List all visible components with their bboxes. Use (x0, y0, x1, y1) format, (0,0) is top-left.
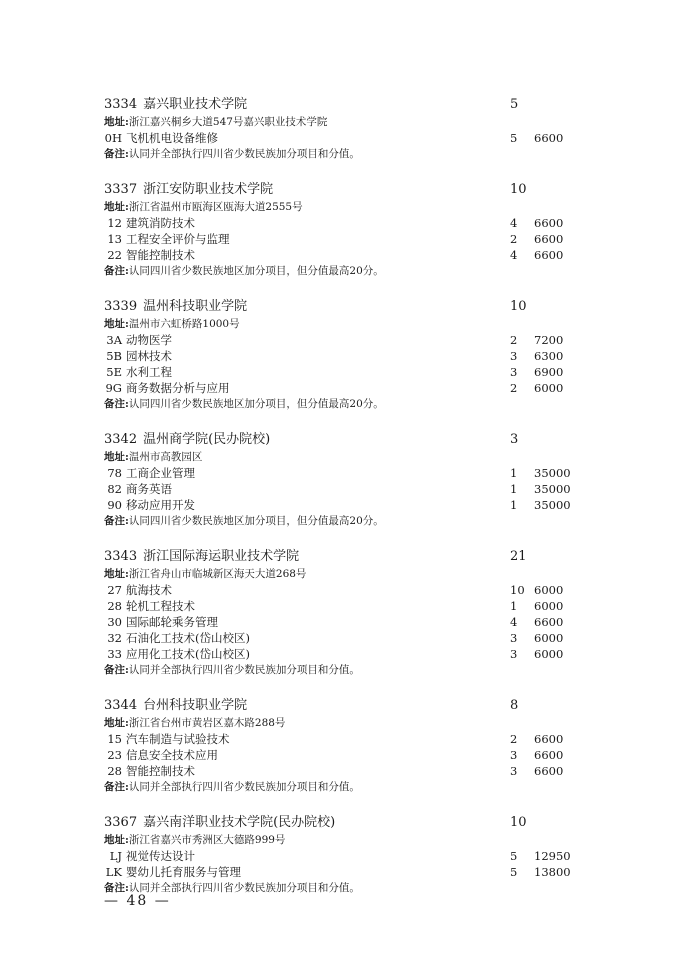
major-code: 28 (107, 764, 122, 778)
address-label: 地址: (104, 568, 129, 580)
major-name: 飞机机电设备维修 (126, 131, 218, 145)
school-address (104, 114, 584, 130)
major-code: 32 (107, 631, 122, 645)
major-fee: 6000 (534, 583, 564, 597)
major-code: 30 (107, 615, 122, 629)
major-row (104, 364, 584, 380)
major-plan: 3 (510, 631, 518, 645)
major-row (104, 247, 584, 263)
major-fee: 6600 (534, 615, 564, 629)
major-name: 移动应用开发 (126, 498, 195, 512)
school-plan-count: 10 (510, 815, 527, 830)
major-name: 建筑消防技术 (126, 216, 195, 230)
major-code: 9G (105, 381, 122, 395)
address-text: 浙江省嘉兴市秀洲区大德路999号 (128, 834, 286, 846)
school-name: 嘉兴职业技术学院 (143, 97, 248, 112)
school-header (104, 548, 584, 566)
major-fee: 6600 (534, 764, 564, 778)
major-row (104, 598, 584, 614)
school-address (104, 316, 584, 332)
school-note (104, 146, 584, 162)
major-row (104, 582, 584, 598)
school-plan-count: 10 (510, 182, 527, 197)
major-name: 动物医学 (126, 333, 172, 347)
major-fee: 6600 (534, 248, 564, 262)
major-plan: 4 (510, 216, 518, 230)
major-row (104, 348, 584, 364)
school-block (104, 96, 584, 162)
school-address (104, 449, 584, 465)
school-block (104, 548, 584, 678)
major-code: 27 (107, 583, 122, 597)
major-name: 国际邮轮乘务管理 (126, 615, 218, 629)
major-fee: 35000 (534, 498, 571, 512)
major-code: LK (105, 865, 122, 879)
school-header (104, 96, 584, 114)
note-text: 认同并全部执行四川省少数民族加分项目和分值。 (128, 664, 360, 676)
note-label: 备注: (104, 265, 129, 277)
major-row (104, 848, 584, 864)
note-text: 认同四川省少数民族地区加分项目，但分值最高20分。 (128, 265, 384, 277)
major-fee: 6000 (534, 381, 564, 395)
major-code: 82 (107, 482, 122, 496)
major-plan: 3 (510, 365, 518, 379)
major-plan: 2 (510, 381, 518, 395)
major-row (104, 332, 584, 348)
major-name: 航海技术 (126, 583, 172, 597)
school-address (104, 832, 584, 848)
major-name: 工商企业管理 (126, 466, 195, 480)
major-row (104, 864, 584, 880)
school-note (104, 880, 584, 896)
school-block (104, 181, 584, 279)
school-name: 浙江国际海运职业技术学院 (143, 549, 300, 564)
major-name: 石油化工技术(岱山校区) (126, 631, 250, 645)
school-plan-count: 5 (510, 97, 519, 112)
school-block (104, 697, 584, 795)
note-label: 备注: (104, 515, 129, 527)
major-fee: 35000 (534, 482, 571, 496)
note-label: 备注: (104, 148, 129, 160)
school-note (104, 513, 584, 529)
note-text: 认同并全部执行四川省少数民族加分项目和分值。 (128, 148, 360, 160)
major-row (104, 763, 584, 779)
school-code: 3337 (104, 182, 138, 197)
major-fee: 6600 (534, 748, 564, 762)
school-header (104, 431, 584, 449)
major-plan: 1 (510, 466, 518, 480)
school-block (104, 431, 584, 529)
address-label: 地址: (104, 201, 129, 213)
school-code: 3344 (104, 698, 138, 713)
note-label: 备注: (104, 882, 129, 894)
major-code: 22 (107, 248, 122, 262)
major-name: 应用化工技术(岱山校区) (126, 647, 250, 661)
major-row (104, 646, 584, 662)
note-text: 认同四川省少数民族地区加分项目，但分值最高20分。 (128, 515, 384, 527)
admission-plan-list (104, 96, 584, 915)
major-plan: 3 (510, 748, 518, 762)
major-row (104, 215, 584, 231)
major-plan: 3 (510, 647, 518, 661)
major-plan: 5 (510, 849, 518, 863)
school-block (104, 814, 584, 896)
major-fee: 6600 (534, 131, 564, 145)
note-label: 备注: (104, 398, 129, 410)
major-code: 23 (107, 748, 122, 762)
major-fee: 6900 (534, 365, 564, 379)
major-row (104, 497, 584, 513)
major-fee: 6000 (534, 647, 564, 661)
major-name: 轮机工程技术 (126, 599, 195, 613)
major-name: 视觉传达设计 (126, 849, 195, 863)
major-code: 12 (107, 216, 122, 230)
major-fee: 6600 (534, 232, 564, 246)
major-plan: 2 (510, 232, 518, 246)
note-text: 认同四川省少数民族地区加分项目，但分值最高20分。 (128, 398, 384, 410)
major-row (104, 630, 584, 646)
major-name: 婴幼儿托育服务与管理 (126, 865, 241, 879)
school-code: 3342 (104, 432, 138, 447)
major-name: 园林技术 (126, 349, 172, 363)
major-name: 工程安全评价与监理 (126, 232, 230, 246)
school-address (104, 566, 584, 582)
major-name: 商务英语 (126, 482, 172, 496)
major-row (104, 481, 584, 497)
major-code: LJ (109, 849, 122, 863)
major-name: 水利工程 (126, 365, 172, 379)
major-row (104, 465, 584, 481)
note-label: 备注: (104, 664, 129, 676)
major-row (104, 231, 584, 247)
major-fee: 7200 (534, 333, 564, 347)
address-text: 浙江省舟山市临城新区海天大道268号 (128, 568, 307, 580)
address-text: 温州市六虹桥路1000号 (128, 318, 240, 330)
school-name: 台州科技职业学院 (143, 698, 248, 713)
major-plan: 2 (510, 732, 518, 746)
address-label: 地址: (104, 834, 129, 846)
major-plan: 4 (510, 615, 518, 629)
school-plan-count: 21 (510, 549, 527, 564)
address-text: 温州市高教园区 (128, 451, 203, 463)
major-fee: 6600 (534, 216, 564, 230)
major-plan: 5 (510, 131, 518, 145)
address-text: 浙江省温州市瓯海区瓯海大道2555号 (128, 201, 303, 213)
major-code: 0H (104, 131, 122, 145)
school-header (104, 298, 584, 316)
school-note (104, 779, 584, 795)
major-fee: 12950 (534, 849, 571, 863)
school-code: 3334 (104, 97, 138, 112)
major-plan: 4 (510, 248, 518, 262)
major-fee: 6300 (534, 349, 564, 363)
major-row (104, 130, 584, 146)
major-plan: 5 (510, 865, 518, 879)
school-plan-count: 8 (510, 698, 519, 713)
school-note (104, 396, 584, 412)
school-plan-count: 3 (510, 432, 519, 447)
school-code: 3343 (104, 549, 138, 564)
school-address (104, 199, 584, 215)
school-code: 3367 (104, 815, 138, 830)
note-text: 认同并全部执行四川省少数民族加分项目和分值。 (128, 882, 360, 894)
major-fee: 6600 (534, 732, 564, 746)
major-code: 5E (106, 365, 122, 379)
major-code: 90 (107, 498, 122, 512)
major-code: 78 (107, 466, 122, 480)
address-label: 地址: (104, 116, 129, 128)
address-label: 地址: (104, 717, 129, 729)
major-plan: 1 (510, 482, 518, 496)
major-fee: 13800 (534, 865, 571, 879)
major-code: 15 (107, 732, 122, 746)
major-row (104, 380, 584, 396)
address-text: 浙江嘉兴桐乡大道547号嘉兴职业技术学院 (128, 116, 328, 128)
major-code: 3A (106, 333, 122, 347)
major-plan: 10 (510, 583, 525, 597)
school-code: 3339 (104, 299, 138, 314)
address-label: 地址: (104, 451, 129, 463)
school-name: 嘉兴南洋职业技术学院(民办院校) (143, 815, 336, 830)
school-note (104, 263, 584, 279)
major-plan: 1 (510, 599, 518, 613)
major-name: 信息安全技术应用 (126, 748, 218, 762)
school-address (104, 715, 584, 731)
major-plan: 3 (510, 349, 518, 363)
major-name: 智能控制技术 (126, 248, 195, 262)
major-code: 5B (106, 349, 122, 363)
major-code: 13 (107, 232, 122, 246)
major-plan: 1 (510, 498, 518, 512)
address-label: 地址: (104, 318, 129, 330)
major-name: 汽车制造与试验技术 (126, 732, 230, 746)
major-fee: 35000 (534, 466, 571, 480)
major-code: 33 (107, 647, 122, 661)
school-header (104, 697, 584, 715)
school-block (104, 298, 584, 412)
page-number: — 48 — (104, 893, 171, 909)
major-name: 智能控制技术 (126, 764, 195, 778)
major-name: 商务数据分析与应用 (126, 381, 230, 395)
address-text: 浙江省台州市黄岩区嘉木路288号 (128, 717, 286, 729)
major-row (104, 731, 584, 747)
note-text: 认同并全部执行四川省少数民族加分项目和分值。 (128, 781, 360, 793)
school-name: 浙江安防职业技术学院 (143, 182, 274, 197)
major-plan: 2 (510, 333, 518, 347)
school-name: 温州科技职业学院 (143, 299, 248, 314)
major-fee: 6000 (534, 599, 564, 613)
note-label: 备注: (104, 781, 129, 793)
school-header (104, 181, 584, 199)
school-note (104, 662, 584, 678)
major-plan: 3 (510, 764, 518, 778)
major-row (104, 614, 584, 630)
school-name: 温州商学院(民办院校) (143, 432, 271, 447)
school-header (104, 814, 584, 832)
major-code: 28 (107, 599, 122, 613)
school-plan-count: 10 (510, 299, 527, 314)
major-row (104, 747, 584, 763)
major-fee: 6000 (534, 631, 564, 645)
